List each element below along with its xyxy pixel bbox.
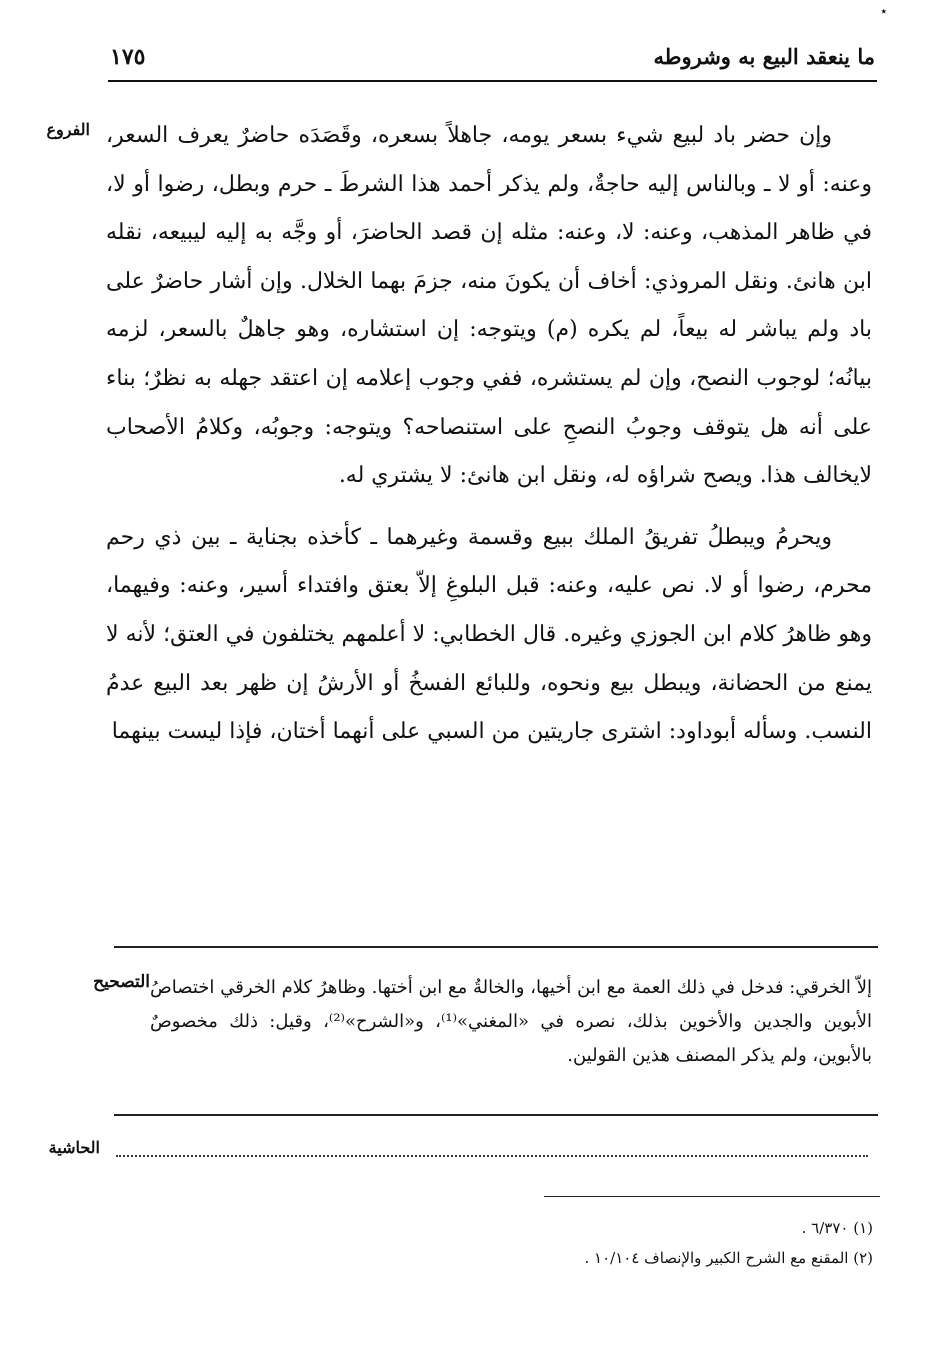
footnote-rule xyxy=(544,1196,880,1197)
label-tashih: التصحيح xyxy=(93,972,150,992)
corner-mark: ٭ xyxy=(880,4,887,18)
tashih-text: إلاّ الخرقي: فدخل في ذلك العمة مع ابن أخيها، والخالةُ مع ابن أختها. وظاهرُ كلام الخرقي اختصاصُ الأبوين والجدين والأخوين بذلك، نصره في «المغني»⁽¹⁾، و«الشرح»⁽²⁾، وقيل: ذلك مخصوصٌ بالأبوين، ولم يذكر المصنف هذين القولين. xyxy=(150,977,873,1066)
footnote-1: (١) ٦/٣٧٠ . xyxy=(801,1219,873,1237)
label-hashiya: الحاشية xyxy=(48,1138,100,1157)
main-paragraph-2: ويحرمُ ويبطلُ تفريقُ الملك ببيع وقسمة وغيرهما ـ كأخذه بجناية ـ بين ذي رحم محرم، رضوا أو لا. نص عليه، وعنه: قبل البلوغِ إلاّ بعتق وافتداء أسير، وعنه: وفيهما، وهو ظاهرُ كلام ابن الجوزي وغيره. قال الخطابي: لا أعلمهم يختلفون في العتق؛ لأنه لا يمنع من الحضانة، ويبطل بيع ونحوه، وللبائع الفسخُ أو الأرشُ إن ظهر بعد البيع عدمُ النسب. وسأله أبوداود: اشترى جاريتين من السبي على أنهما أختان، فإذا ليست بينهما xyxy=(106,524,872,745)
hashiya-dotted-line xyxy=(116,1155,868,1157)
footnote-2: (٢) المقنع مع الشرح الكبير والإنصاف ١٠/١٠٤ . xyxy=(584,1249,873,1267)
page-number: ١٧٥ xyxy=(110,44,146,70)
main-text xyxy=(106,112,872,757)
footnotes xyxy=(153,1213,873,1273)
header-rule xyxy=(108,80,877,82)
section-rule-middle xyxy=(114,1114,878,1116)
running-header-title: ما ينعقد البيع به وشروطه xyxy=(653,44,875,69)
label-furu: الفروع xyxy=(46,120,90,139)
main-paragraph-1: وإن حضر باد لبيع شيء بسعر يومه، جاهلاً بسعره، وقَصَدَه حاضرٌ يعرف السعر، وعنه: أو لا ـ وبالناس إليه حاجةٌ، ولم يذكر أحمد هذا الشرطَ ـ حرم وبطل، رضوا أو لا، في ظاهر المذهب، وعنه: لا، وعنه: مثله إن قصد الحاضرَ، أو وجَّه به إليه ليبيعه، نقله ابن هانئ. ونقل المروذي: أخاف أن يكونَ منه، جزمَ بهما الخلال. وإن أشار حاضرٌ على باد ولم يباشر له بيعاً، لم يكره (م) ويتوجه: إن استشاره، وهو جاهلٌ بالسعر، لزمه بيانُه؛ لوجوب النصح، وإن لم يستشره، ففي وجوب إعلامه إن اعتقد جهله به نظرٌ؛ بناء على أنه هل يتوقف وجوبُ النصحِ على استنصاحه؟ ويتوجه: وجوبُه، وكلامُ الأصحاب لايخالف هذا. ويصح شراؤه له، ونقل ابن هانئ: لا يشتري له. xyxy=(106,123,872,489)
section-rule-top xyxy=(114,946,878,948)
